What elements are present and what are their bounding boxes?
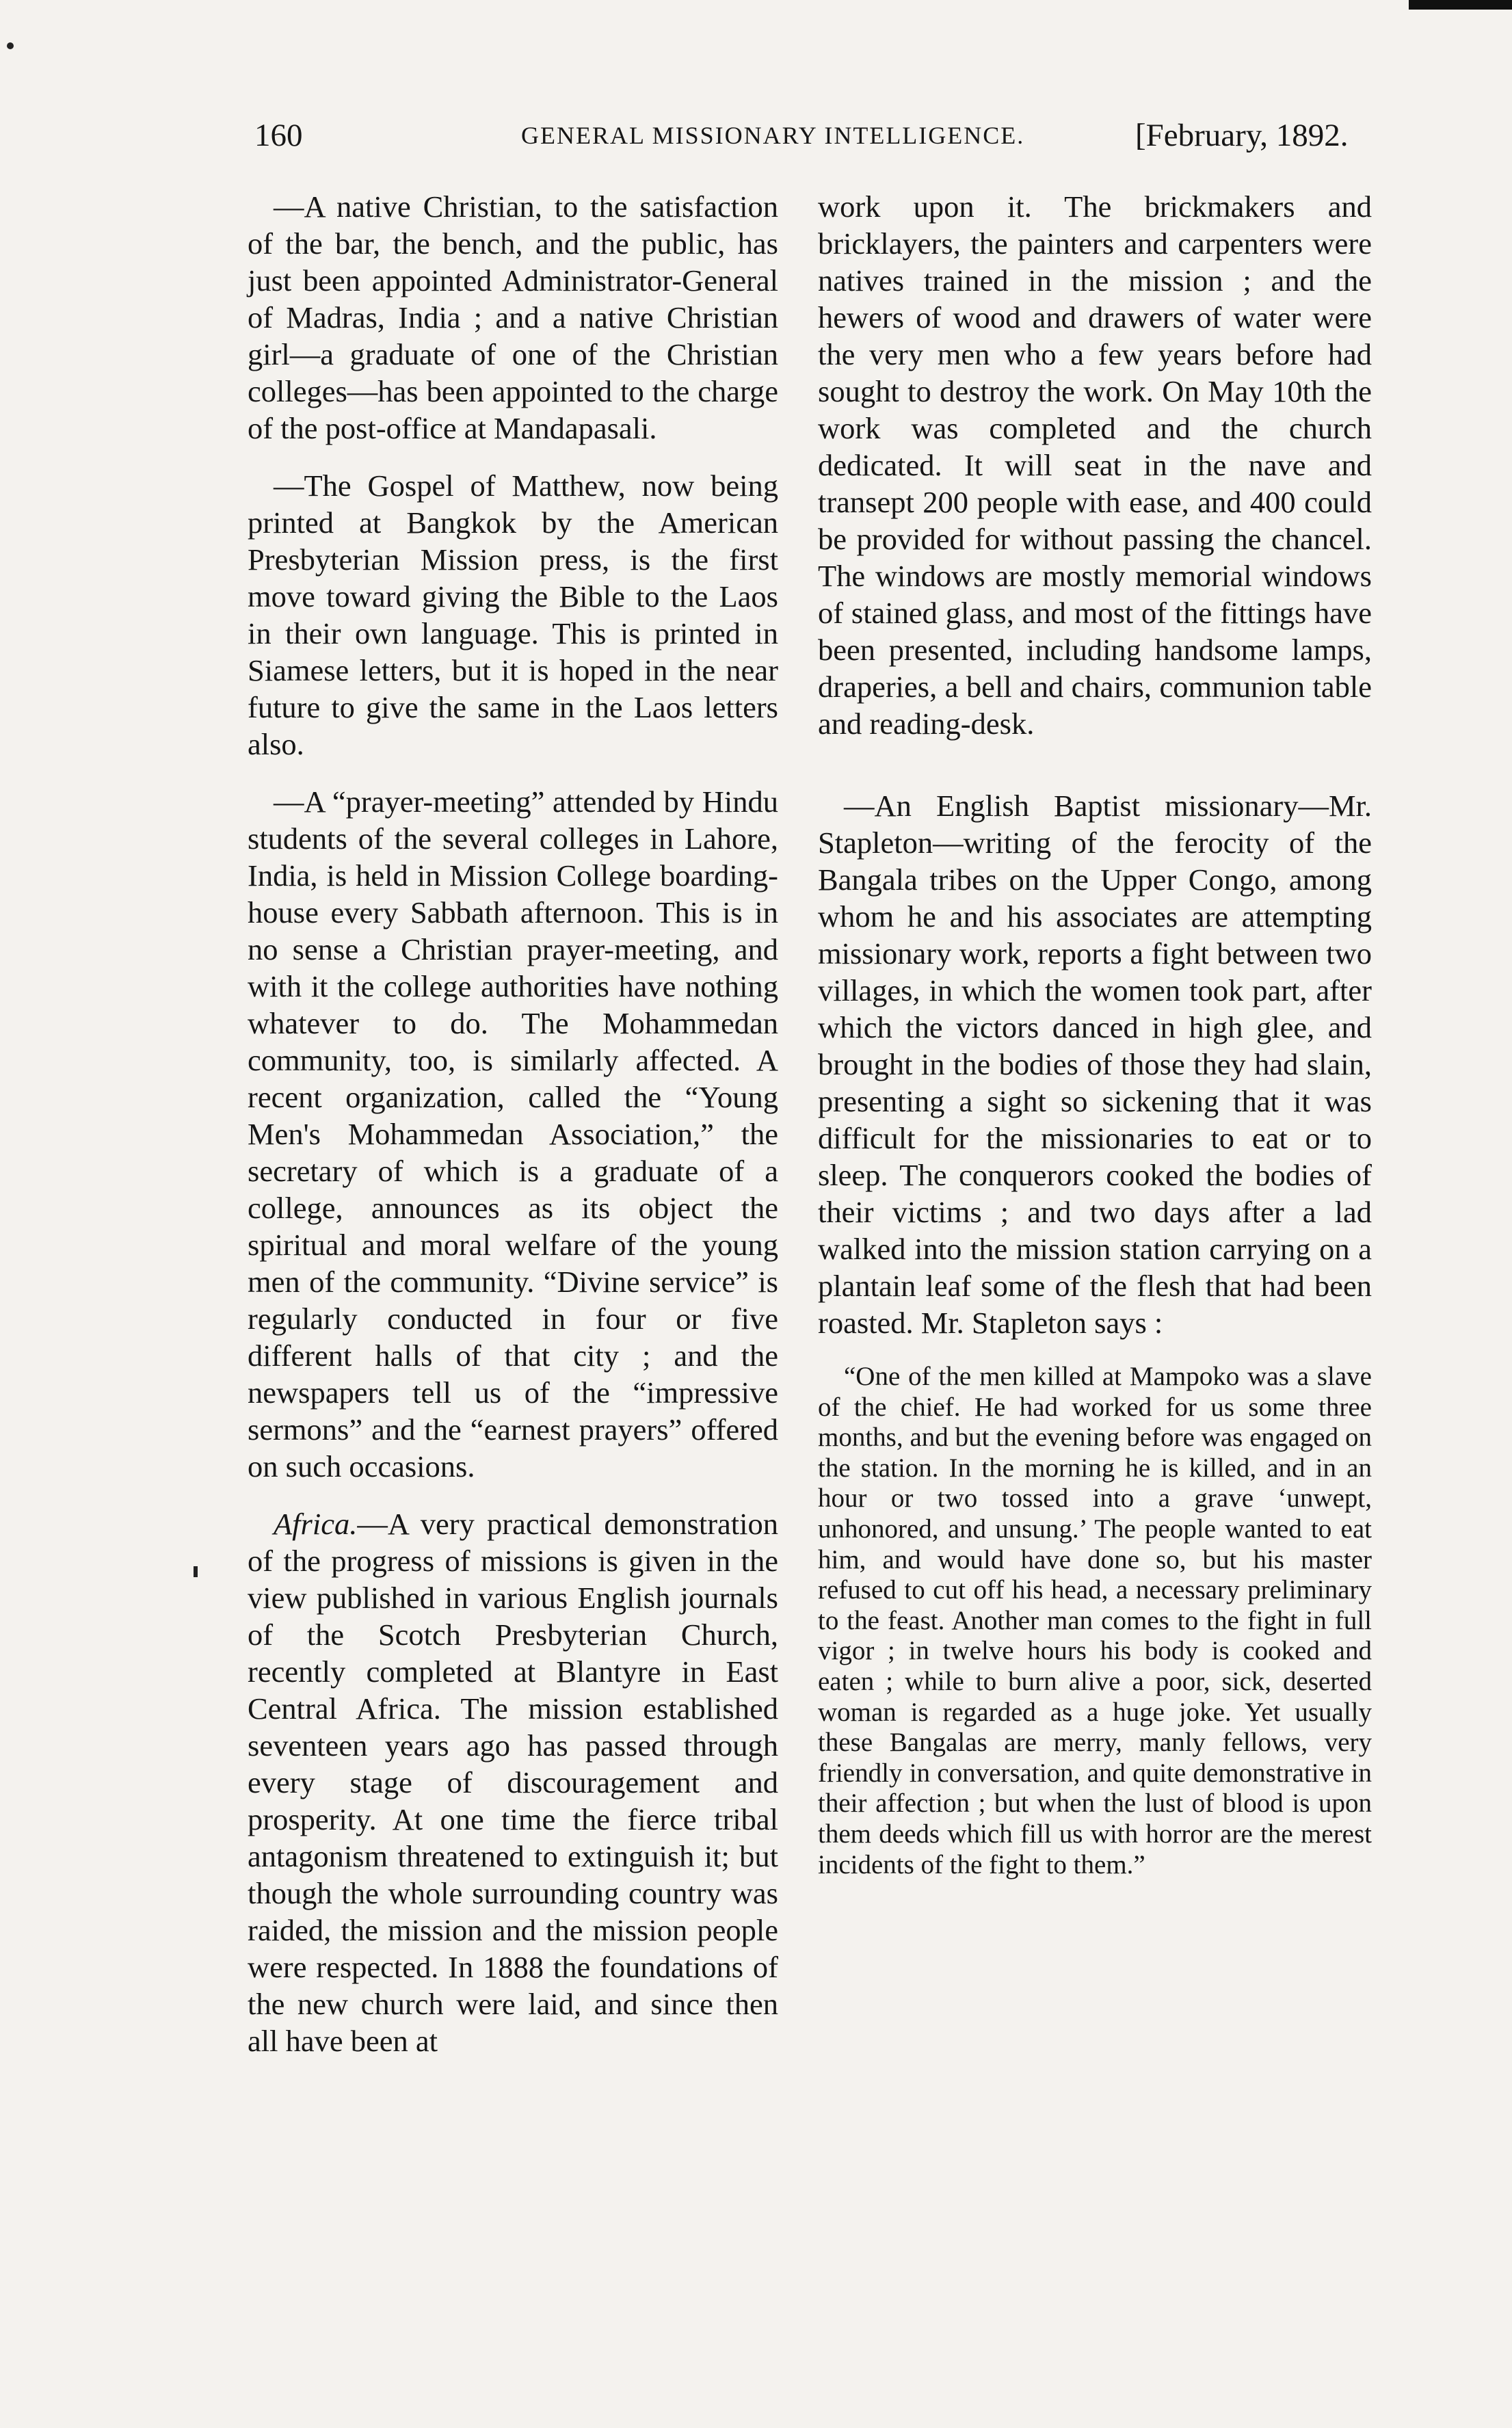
issue-date: [February, 1892.	[1135, 118, 1349, 153]
paragraph-africa-text: —A very practical demonstration of the progress of missions is given in the view published in various English journals of the Scotch Presbyterian Church, recently completed at Blantyre in East Central Africa. The mission established seventeen years ago has passed through every stage of discouragement and prosperity. At one time the fierce tribal antagonism threatened to extinguish it; but though the whole surrounding country was raided, the mission and the mission people were respected. In 1888 the foundations of the new church were laid, and since then all have been at	[248, 1507, 778, 2058]
quote-stapleton: “One of the men killed at Mampoko was a slave of the chief. He had worked for us some three months, and but the evening before was engaged on the station. In the morning he is killed, and in an hour or two tossed into a grave ‘unwept, unhonored, and unsung.’ The people wanted to eat him, and would have done so, but his master refused to cut off his head, a necessary preliminary to the feast. Another man comes to the fight in full vigor ; in twelve hours his body is cooked and eaten ; while to burn alive a poor, sick, deserted woman is regarded as a huge joke. Yet usually these Bangalas are merry, manly fellows, very friendly in conversation, and quite demonstrative in their affection ; but when the lust of blood is upon them deeds which fill us with horror are the merest incidents of the fight to them.”	[818, 1362, 1372, 1879]
margin-tick-mark	[194, 1566, 198, 1577]
page-number: 160	[254, 118, 303, 153]
scan-edge-bar	[1409, 0, 1512, 10]
left-column	[248, 188, 778, 2059]
paragraph-stapleton: —An English Baptist missionary—Mr. Stapleton—writing of the ferocity of the Bangala tribes on the Upper Congo, among whom he and his associates are attempting missionary work, reports a fight between two villages, in which the women took part, after which the victors danced in high glee, and brought in the bodies of those they had slain, presenting a sight so sickening that it was difficult for the missionaries to eat or to sleep. The conquerors cooked the bodies of their victims ; and two days after a lad walked into the mission station carrying on a plantain leaf some of the flesh that had been roasted. Mr. Stapleton says :	[818, 789, 1372, 1340]
running-header	[0, 115, 1512, 156]
scan-dot-mark	[7, 42, 14, 49]
paragraph-gospel-matthew: —The Gospel of Matthew, now being printed at Bangkok by the American Presbyterian Mission press, is the first move toward giving the Bible to the Laos in their own language. This is printed in Siamese letters, but it is hoped in the near future to give the same in the Laos letters also.	[248, 469, 778, 761]
paragraph-blantyre-church: work upon it. The brickmakers and bricklayers, the painters and carpenters were natives trained in the mission ; and the hewers of wood and drawers of water were the very men who a few years before had sought to destroy the work. On May 10th the work was completed and the church dedicated. It will seat in the nave and transept 200 people with ease, and 400 could be provided for without passing the chancel. The windows are mostly memorial windows of stained glass, and most of the fittings have been presented, including handsome lamps, draperies, a bell and chairs, communion table and reading-desk.	[818, 189, 1372, 741]
section-heading-africa: Africa.	[274, 1507, 358, 1541]
paragraph-prayer-meeting: —A “prayer-meeting” attended by Hindu students of the several colleges in Lahore, India, is held in Mission College boarding-house every Sabbath afternoon. This is in no sense a Christian prayer-meeting, and with it the college authorities have nothing whatever to do. The Mohammedan community, too, is similarly affected. A recent organization, called the “Young Men's Mohammedan Association,” the secretary of which is a graduate of a college, announces as its object the spiritual and moral welfare of the young men of the community. “Divine service” is regularly conducted in four or five different halls of that city ; and the newspapers tell us of the “impressive sermons” and the “earnest prayers” offered on such occasions.	[248, 784, 778, 1483]
paragraph-africa	[248, 1505, 778, 2059]
paragraph-madras: —A native Christian, to the satisfaction of the bar, the bench, and the public, has just been appointed Administrator-General of Madras, India ; and a native Christian girl—a graduate of one of the Christian colleges—has been appointed to the charge of the post-office at Mandapasali.	[248, 189, 778, 445]
running-title: GENERAL MISSIONARY INTELLIGENCE.	[521, 122, 1025, 149]
right-column	[818, 188, 1372, 1880]
